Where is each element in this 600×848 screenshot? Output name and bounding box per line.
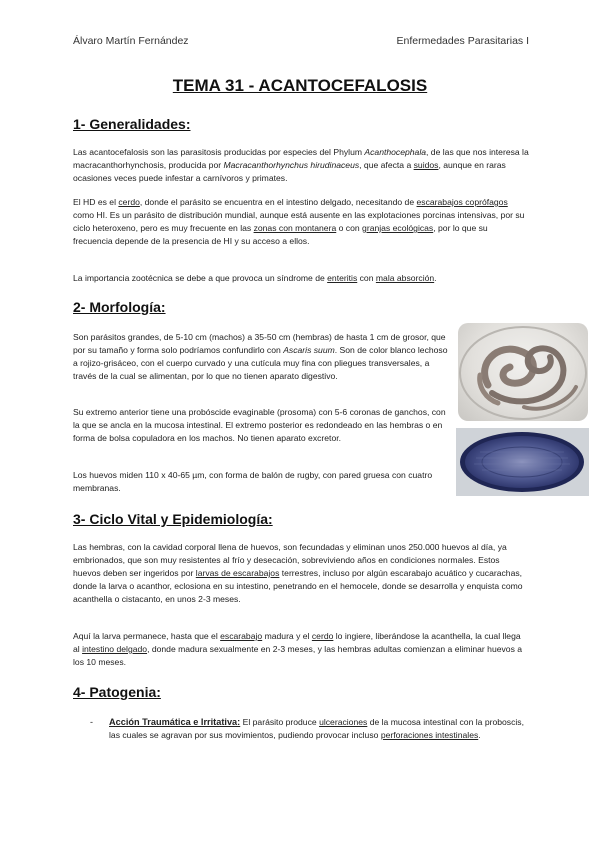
section-heading-patogenia: 4- Patogenia: <box>73 684 161 700</box>
bullet-accion-traumatica: Acción Traumática e Irritativa: El parásito produce ulceraciones de la mucosa intestinal con la proboscis, las cuales se agravan por sus movimientos, pudiendo provocar incluso perforaciones intestinales. <box>109 717 524 740</box>
section-heading-ciclo-vital: 3- Ciclo Vital y Epidemiología: <box>73 511 273 527</box>
paragraph-generalidades-2: El HD es el cerdo, donde el parásito se encuentra en el intestino delgado, necesitando de escarabajos coprófagos como HI. Es un parásito de distribución mundial, aunque está ausente en las explotaciones porcinas intensivas, por su ciclo heteroxeno, pero es muy frecuente en las zonas con montanera o con granjas ecológicas, por lo que su frecuencia depende de la presencia de HI y su acceso a ellos. <box>73 197 525 246</box>
section-heading-morfologia: 2- Morfología: <box>73 299 166 315</box>
page-title: TEMA 31 - ACANTOCEFALOSIS <box>172 76 428 95</box>
egg-photo <box>456 428 589 496</box>
paragraph-morfologia-2: Su extremo anterior tiene una probóscide evaginable (prosoma) con 5-6 coronas de ganchos, con la que se ancla en la mucosa intestinal. El extremo posterior es redondeado en las hembras o en forma de bolsa copuladora en los machos. No tienen aparato excretor. <box>73 407 446 443</box>
paragraph-morfologia-3: Los huevos miden 110 x 40-65 µm, con forma de balón de rugby, con pared gruesa con cuatro membranas. <box>73 470 433 493</box>
paragraph-ciclo-2: Aquí la larva permanece, hasta que el escarabajo madura y el cerdo lo ingiere, liberándose la acanthella, la cual llega al intestino delgado, donde madura sexualmente en 2-3 meses, y las hembras adultas comienzan a eliminar huevos a los 10 meses. <box>73 631 523 667</box>
header-course: Enfermedades Parasitarias I <box>396 35 529 47</box>
section-heading-generalidades: 1- Generalidades: <box>73 116 191 132</box>
header-author: Álvaro Martín Fernández <box>73 35 189 47</box>
paragraph-generalidades-3: La importancia zootécnica se debe a que provoca un síndrome de enteritis con mala absorción. <box>73 273 437 283</box>
paragraph-morfologia-1: Son parásitos grandes, de 5-10 cm (machos) a 35-50 cm (hembras) de hasta 1 cm de grosor, que por su tamaño y forma solo podríamos confundirlo con Ascaris suum. Son de color blanco lechoso a rojizo-grisáceo, con el cuerpo curvado y una cutícula muy fina con pliegues transversales, a través de la cual se alimentan, por lo que no tienen aparato digestivo. <box>73 332 448 381</box>
adult-worm-photo <box>458 323 588 421</box>
paragraph-ciclo-1: Las hembras, con la cavidad corporal llena de huevos, son fecundadas y eliminan unos 250.000 huevos al día, ya embrionados, que son muy resistentes al frío y desecación, sobreviviendo años en condiciones normales. Estos huevos deben ser ingeridos por larvas de escarabajos terrestres, incluso por algún escarabajo acuático y cucarachas, donde la larva o acanthor, eclosiona en su intestino, penetrando en el hemocele, donde se desarrolla y enquista como acanthella o cistacanto, en unos 2-3 meses. <box>73 542 523 604</box>
bullet-marker: - <box>90 717 93 727</box>
paragraph-generalidades-1: Las acantocefalosis son las parasitosis producidas por especies del Phylum Acanthocephala, de las que nos interesa la macracanthorhynchosis, producida por Macracanthorhynchus hirudinaceus, que afecta a suidos, aunque en raras ocasiones veces puede infestar a carnívoros y primates. <box>73 147 529 183</box>
